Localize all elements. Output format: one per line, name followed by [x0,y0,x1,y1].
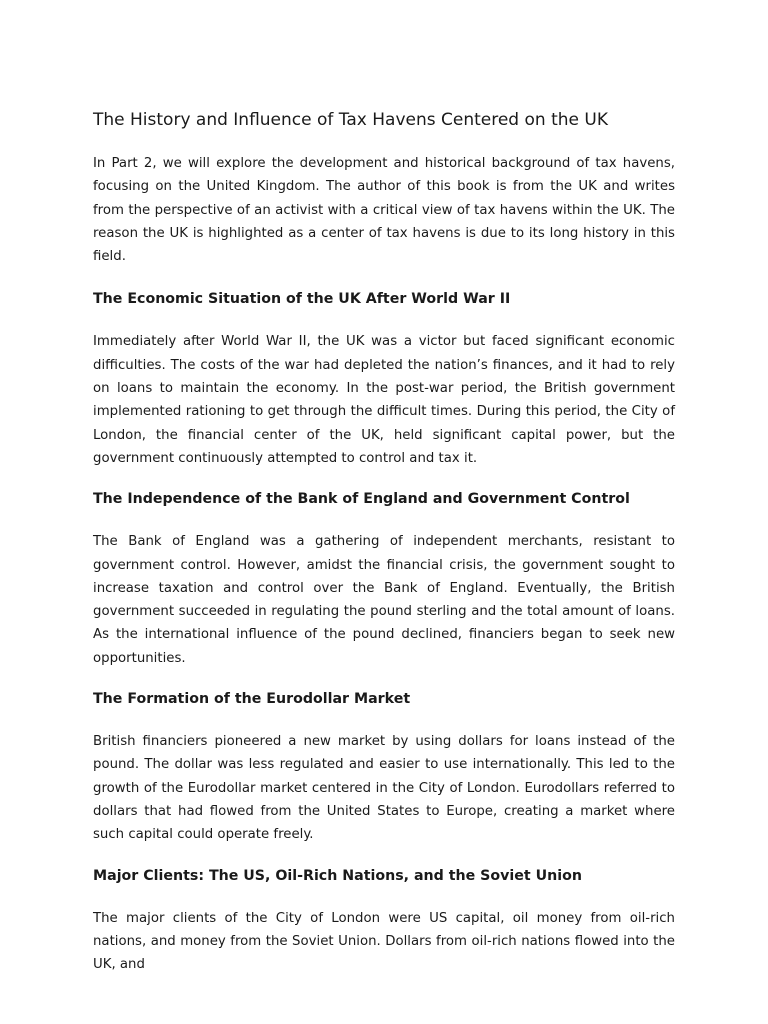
section-heading: The Economic Situation of the UK After World War II [93,291,511,308]
document-title: The History and Influence of Tax Havens Centered on the UK [93,110,608,130]
section-economic-situation [93,288,675,470]
section-body: Immediately after World War II, the UK was a victor but faced significant economic difficulties. The costs of the war had depleted the nation’s finances, and it had to rely on loans to maintain the economy. In the post-war period, the British government implemented rationing to get through the difficult times. During this period, the City of London, the financial center of the UK, held significant capital power, but the government continuously attempted to control and tax it. [93,334,675,466]
section-heading: The Formation of the Eurodollar Market [93,691,411,708]
section-eurodollar-market [93,688,675,846]
section-body: The Bank of England was a gathering of independent merchants, resistant to government control. However, amidst the financial crisis, the government sought to increase taxation and control over the Bank of England. Eventually, the British government succeeded in regulating the pound sterling and the total amount of loans. As the international influence of the pound declined, financiers began to seek new opportunities. [93,534,675,666]
document-page [93,108,675,994]
section-bank-of-england [93,488,675,670]
section-body: British financiers pioneered a new market by using dollars for loans instead of the pound. The dollar was less regulated and easier to use internationally. This led to the growth of the Eurodollar market centered in the City of London. Eurodollars referred to dollars that had flowed from the United States to Europe, creating a market where such capital could operate freely. [93,734,675,843]
section-body: The major clients of the City of London were US capital, oil money from oil-rich nations, and money from the Soviet Union. Dollars from oil-rich nations flowed into the UK, and [93,910,675,973]
intro-paragraph: In Part 2, we will explore the development and historical background of tax havens, focusing on the United Kingdom. The author of this book is from the UK and writes from the perspective of an activist with a critical view of tax havens within the UK. The reason the UK is highlighted as a center of tax havens is due to its long history in this field. [93,156,675,265]
section-major-clients [93,865,675,977]
section-heading: Major Clients: The US, Oil-Rich Nations, and the Soviet Union [93,867,582,884]
section-heading: The Independence of the Bank of England and Government Control [93,491,630,508]
